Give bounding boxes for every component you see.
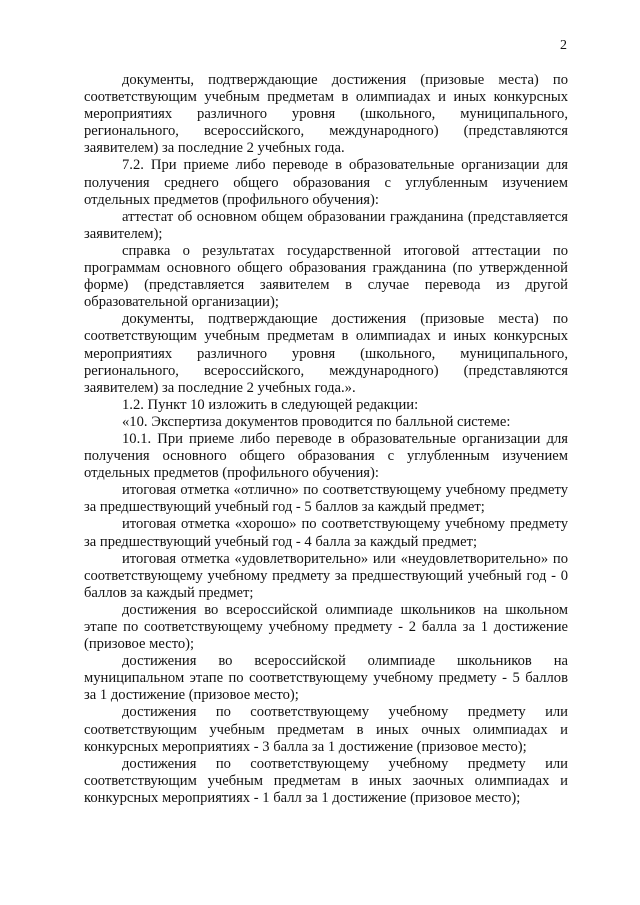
paragraph-achievements-basic: документы, подтверждающие достижения (призовые места) по соответствующим учебным предметам в олимпиадах и иных конкурсных мероприятиях различного уровня (школьного, муниципального, регионального, всероссийского, международного) (представляются заявителем) за последние 2 учебных года. — [84, 72, 568, 157]
paragraph-grade-good: итоговая отметка «хорошо» по соответствующему учебному предмету за предшествующий учебный год - 4 балла за каждый предмет; — [84, 516, 568, 550]
paragraph-grade-satisfactory: итоговая отметка «удовлетворительно» или «неудовлетворительно» по соответствующему учебному предмету за предшествующий учебный год - 0 баллов за каждый предмет; — [84, 550, 568, 601]
paragraph-attestat: аттестат об основном общем образовании гражданина (представляется заявителем); — [84, 208, 568, 242]
page-number: 2 — [560, 38, 567, 53]
paragraph-olympiad-school: достижения во всероссийской олимпиаде школьников на школьном этапе по соответствующему учебному предмету - 2 балла за 1 достижение (призовое место); — [84, 601, 568, 653]
paragraph-10-1: 10.1. При приеме либо переводе в образовательные организации для получения основного общего образования с углубленным изучением отдельных предметов (профильного обучения): — [84, 430, 568, 482]
paragraph-achievements-secondary: документы, подтверждающие достижения (призовые места) по соответствующим учебным предметам в олимпиадах и иных конкурсных мероприятиях различного уровня (школьного, муниципального, регионального, всероссийского, международного) (представляются заявителем) за последние 2 учебных года.». — [84, 311, 568, 396]
paragraph-7-2: 7.2. При приеме либо переводе в образовательные организации для получения среднего общего образования с углубленным изучением отдельных предметов (профильного обучения): — [84, 157, 568, 208]
paragraph-fulltime-olympiads: достижения по соответствующему учебному предмету или соответствующим учебным предметам в иных очных олимпиадах и конкурсных мероприятиях - 3 балла за 1 достижение (призовое место); — [84, 704, 568, 755]
paragraph-10: «10. Экспертиза документов проводится по балльной системе: — [122, 413, 511, 430]
paragraph-gia-certificate: справка о результатах государственной итоговой аттестации по программам основного общего образования гражданина (по утвержденной форме) (представляется заявителем в случае перевода из другой образовательной организации); — [84, 242, 568, 311]
paragraph-1-2: 1.2. Пункт 10 изложить в следующей редакции: — [122, 396, 419, 413]
document-body — [84, 72, 568, 807]
paragraph-grade-excellent: итоговая отметка «отлично» по соответствующему учебному предмету за предшествующий учебный год - 5 баллов за каждый предмет; — [84, 482, 568, 516]
paragraph-olympiad-municipal: достижения во всероссийской олимпиаде школьников на муниципальном этапе по соответствующему учебному предмету - 5 баллов за 1 достижение (призовое место); — [84, 653, 568, 704]
paragraph-correspondence-olympiads: достижения по соответствующему учебному предмету или соответствующим учебным предметам в иных заочных олимпиадах и конкурсных мероприятиях - 1 балл за 1 достижение (призовое место); — [84, 755, 568, 806]
